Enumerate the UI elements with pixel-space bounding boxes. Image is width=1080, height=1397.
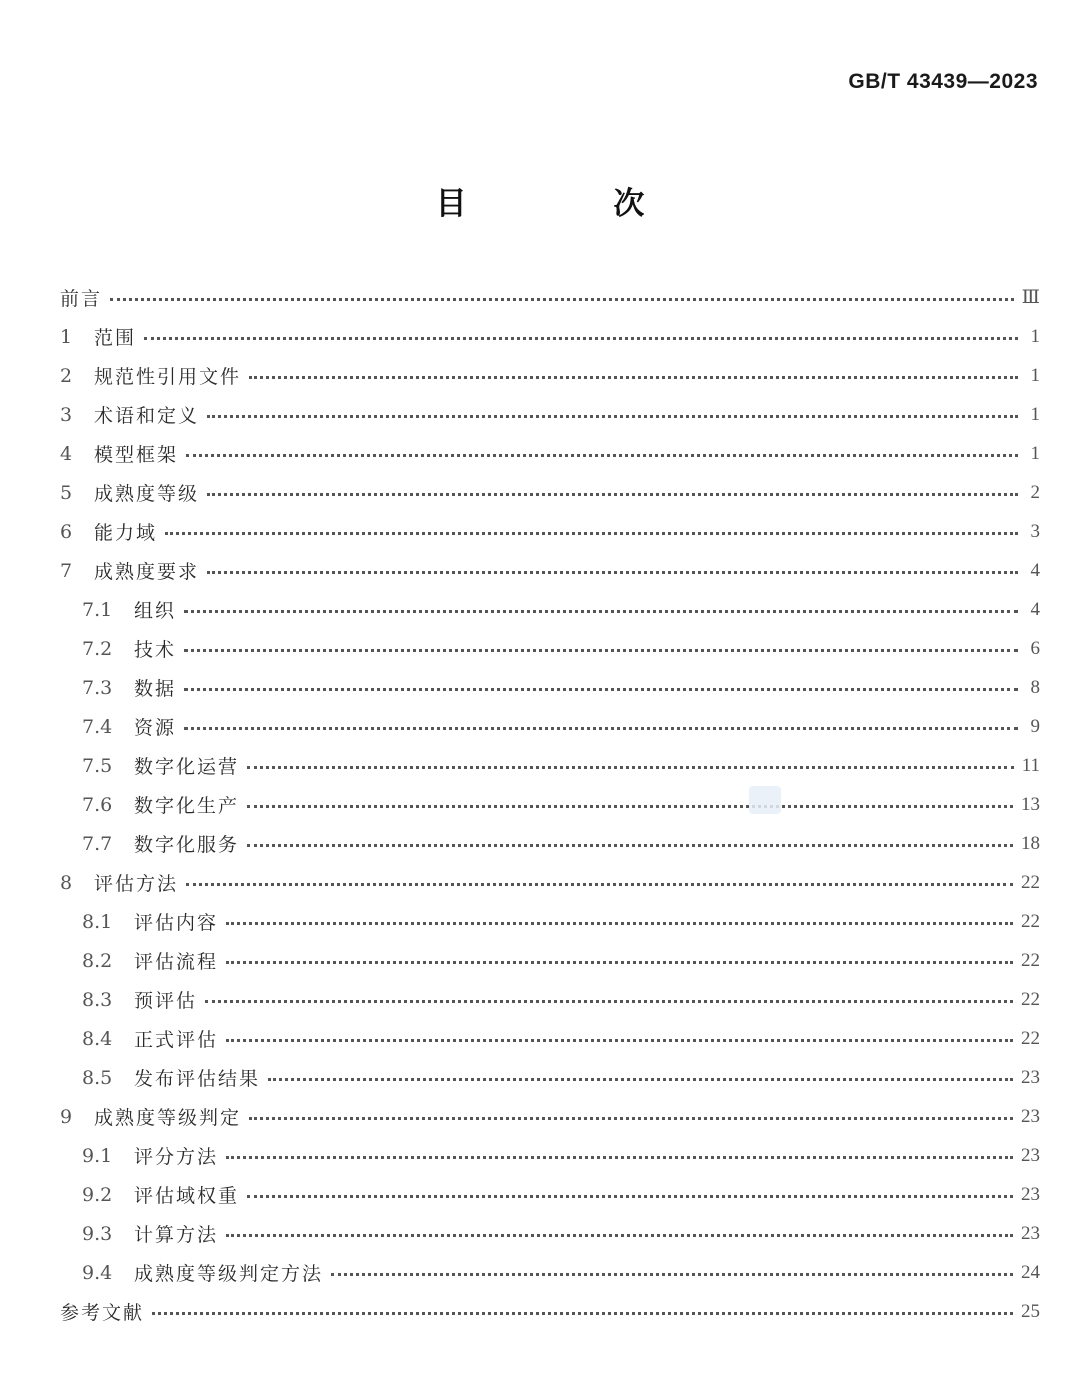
toc-entry-number: 7.3: [82, 676, 113, 699]
toc-dot-leader: [144, 337, 1018, 340]
toc-entry-number: 8.5: [82, 1066, 113, 1089]
toc-entry-page-number: 1: [1030, 325, 1040, 347]
toc-entry[interactable]: [60, 1175, 1040, 1214]
toc-entry[interactable]: [60, 707, 1040, 746]
toc-entry-number: 9: [60, 1105, 73, 1128]
toc-entry-label: 评估内容: [134, 912, 219, 934]
toc-entry-label: 评分方法: [134, 1146, 219, 1168]
toc-entry-page-number: 1: [1030, 442, 1040, 464]
toc-entry-label: 预评估: [134, 990, 198, 1012]
toc-dot-leader: [184, 727, 1018, 730]
toc-entry-page-number: 24: [1021, 1261, 1040, 1283]
toc-entry-page-number: 22: [1021, 988, 1040, 1010]
toc-entry-label: 范围: [94, 327, 137, 349]
toc-entry[interactable]: [60, 278, 1040, 317]
toc-dot-leader: [247, 805, 1013, 808]
toc-entry[interactable]: [60, 863, 1040, 902]
table-of-contents: [60, 278, 1040, 1331]
toc-entry-page-number: 3: [1030, 520, 1040, 542]
standard-code: GB/T 43439—2023: [848, 70, 1038, 93]
toc-entry[interactable]: [60, 512, 1040, 551]
toc-entry[interactable]: [60, 1214, 1040, 1253]
toc-entry-number: 6: [60, 520, 73, 543]
toc-entry-number: 7.2: [82, 637, 113, 660]
toc-dot-leader: [186, 454, 1018, 457]
toc-entry-label: 成熟度等级判定方法: [134, 1263, 324, 1285]
toc-entry-page-number: 9: [1030, 715, 1040, 737]
toc-dot-leader: [186, 883, 1013, 886]
toc-entry-number: 9.3: [82, 1222, 113, 1245]
toc-dot-leader: [207, 493, 1018, 496]
toc-entry[interactable]: [60, 395, 1040, 434]
toc-entry-label: 能力域: [94, 522, 158, 544]
toc-entry-page-number: 23: [1021, 1222, 1040, 1244]
toc-dot-leader: [205, 1000, 1013, 1003]
toc-entry-number: 8: [60, 871, 73, 894]
toc-entry-number: 4: [60, 442, 73, 465]
toc-dot-leader: [207, 415, 1018, 418]
toc-entry[interactable]: [60, 590, 1040, 629]
toc-entry[interactable]: [60, 746, 1040, 785]
toc-entry-page-number: 23: [1021, 1183, 1040, 1205]
toc-entry[interactable]: [60, 629, 1040, 668]
toc-entry-page-number: 1: [1030, 403, 1040, 425]
page-title: 目 次: [435, 186, 713, 222]
toc-entry-page-number: 8: [1030, 676, 1040, 698]
toc-entry-label: 技术: [134, 639, 177, 661]
toc-entry[interactable]: [60, 434, 1040, 473]
toc-entry-page-number: 4: [1030, 559, 1040, 581]
toc-entry-number: 5: [60, 481, 73, 504]
toc-entry-label: 评估流程: [134, 951, 219, 973]
toc-entry[interactable]: [60, 1097, 1040, 1136]
toc-entry-number: 7.7: [82, 832, 113, 855]
toc-entry-label: 数据: [134, 678, 177, 700]
toc-entry-label: 计算方法: [134, 1224, 219, 1246]
toc-entry-label: 模型框架: [94, 444, 179, 466]
toc-entry-page-number: 23: [1021, 1066, 1040, 1088]
toc-dot-leader: [226, 1039, 1013, 1042]
toc-entry-page-number: 22: [1021, 871, 1040, 893]
toc-entry-label: 数字化生产: [134, 795, 240, 817]
toc-entry[interactable]: [60, 902, 1040, 941]
toc-entry-label: 发布评估结果: [134, 1068, 261, 1090]
toc-dot-leader: [331, 1273, 1013, 1276]
toc-entry-label: 成熟度等级判定: [94, 1107, 242, 1129]
toc-entry-label: 规范性引用文件: [94, 366, 242, 388]
toc-entry-label: 正式评估: [134, 1029, 219, 1051]
toc-entry[interactable]: [60, 785, 1040, 824]
toc-entry-label: 评估域权重: [134, 1185, 240, 1207]
toc-dot-leader: [226, 1156, 1013, 1159]
toc-entry-label: 成熟度等级: [94, 483, 200, 505]
toc-entry[interactable]: [60, 1253, 1040, 1292]
toc-entry-number: 9.4: [82, 1261, 113, 1284]
toc-entry-number: 7: [60, 559, 73, 582]
toc-entry-label: 参考文献: [60, 1302, 145, 1324]
toc-entry-page-number: Ⅲ: [1021, 287, 1040, 308]
toc-entry-page-number: 18: [1021, 832, 1040, 854]
toc-dot-leader: [226, 1234, 1013, 1237]
toc-entry-label: 术语和定义: [94, 405, 200, 427]
toc-entry-page-number: 6: [1030, 637, 1040, 659]
toc-entry-page-number: 23: [1021, 1144, 1040, 1166]
toc-entry-page-number: 2: [1030, 481, 1040, 503]
toc-entry-page-number: 23: [1021, 1105, 1040, 1127]
toc-entry[interactable]: [60, 1136, 1040, 1175]
toc-entry[interactable]: [60, 824, 1040, 863]
toc-dot-leader: [247, 844, 1013, 847]
toc-dot-leader: [110, 298, 1014, 301]
toc-entry-page-number: 22: [1021, 949, 1040, 971]
toc-dot-leader: [152, 1312, 1013, 1315]
toc-entry-label: 数字化运营: [134, 756, 240, 778]
toc-entry-label: 成熟度要求: [94, 561, 200, 583]
toc-entry[interactable]: [60, 941, 1040, 980]
toc-entry[interactable]: [60, 980, 1040, 1019]
toc-entry-page-number: 25: [1021, 1300, 1040, 1322]
toc-entry-label: 组织: [134, 600, 177, 622]
toc-entry-label: 数字化服务: [134, 834, 240, 856]
toc-entry-number: 7.4: [82, 715, 113, 738]
toc-entry[interactable]: [60, 356, 1040, 395]
toc-entry-label: 评估方法: [94, 873, 179, 895]
toc-dot-leader: [226, 922, 1013, 925]
toc-dot-leader: [247, 766, 1014, 769]
toc-entry[interactable]: [60, 1292, 1040, 1331]
toc-dot-leader: [165, 532, 1018, 535]
toc-entry-number: 7.6: [82, 793, 113, 816]
toc-entry[interactable]: [60, 551, 1040, 590]
toc-entry-number: 8.1: [82, 910, 113, 933]
toc-entry-page-number: 22: [1021, 910, 1040, 932]
toc-dot-leader: [226, 961, 1013, 964]
toc-entry-label: 资源: [134, 717, 177, 739]
toc-entry-page-number: 11: [1021, 754, 1040, 776]
toc-entry-number: 2: [60, 364, 73, 387]
toc-entry-number: 1: [60, 325, 73, 348]
toc-dot-leader: [207, 571, 1018, 574]
toc-entry-page-number: 1: [1030, 364, 1040, 386]
toc-entry-label: 前言: [60, 288, 103, 310]
toc-dot-leader: [249, 1117, 1013, 1120]
toc-entry-number: 8.2: [82, 949, 113, 972]
toc-dot-leader: [184, 610, 1018, 613]
toc-entry[interactable]: [60, 317, 1040, 356]
toc-entry-number: 8.3: [82, 988, 113, 1011]
toc-entry-page-number: 13: [1021, 793, 1040, 815]
toc-dot-leader: [268, 1078, 1013, 1081]
toc-dot-leader: [184, 688, 1018, 691]
toc-entry-number: 8.4: [82, 1027, 113, 1050]
toc-entry[interactable]: [60, 473, 1040, 512]
toc-entry-number: 7.5: [82, 754, 113, 777]
toc-entry-number: 7.1: [82, 598, 113, 621]
toc-entry[interactable]: [60, 668, 1040, 707]
toc-dot-leader: [249, 376, 1018, 379]
toc-entry-page-number: 4: [1030, 598, 1040, 620]
toc-entry-number: 9.2: [82, 1183, 113, 1206]
toc-entry-number: 9.1: [82, 1144, 113, 1167]
toc-dot-leader: [184, 649, 1018, 652]
toc-entry[interactable]: [60, 1019, 1040, 1058]
toc-dot-leader: [247, 1195, 1013, 1198]
toc-entry-page-number: 22: [1021, 1027, 1040, 1049]
toc-entry[interactable]: [60, 1058, 1040, 1097]
watermark-stamp: [749, 786, 781, 814]
toc-entry-number: 3: [60, 403, 73, 426]
